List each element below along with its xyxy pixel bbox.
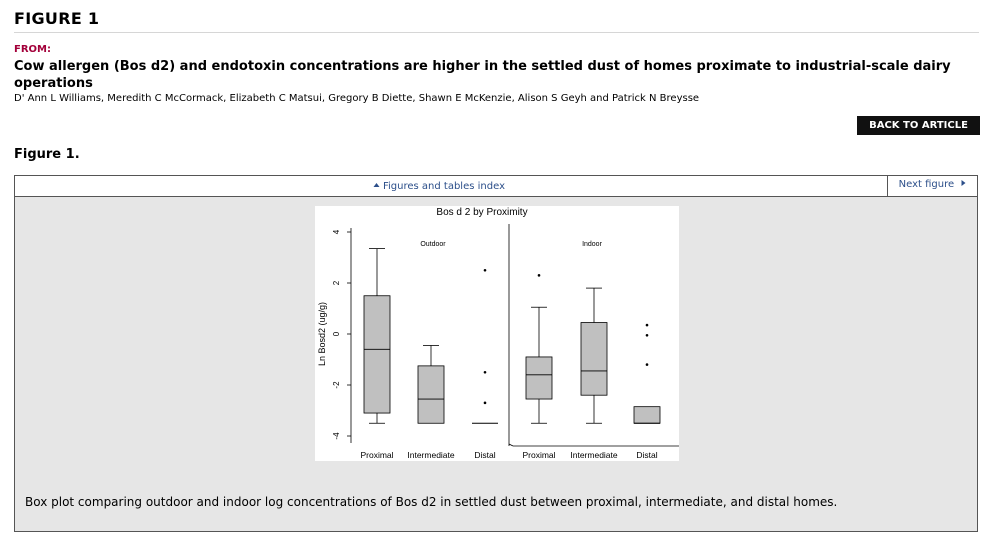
x-category-label: Distal [636,450,658,460]
chart-marks [332,229,660,460]
box [418,366,444,423]
outlier-point [484,371,487,374]
article-title-link[interactable]: Cow allergen (Bos d2) and endotoxin concentrations are higher in the settled dust of homes proximate to industrial-scale dairy operations [14,59,951,91]
x-category-label: Proximal [522,450,556,460]
figure-nav-bar [15,176,977,197]
outlier-point [538,274,541,277]
x-category-label: Proximal [360,450,394,460]
panel-label: Outdoor [420,241,446,248]
figure-panel [14,175,978,532]
figures-index-link[interactable] [373,181,505,192]
next-figure-link[interactable] [887,176,978,196]
back-to-article-button[interactable]: BACK TO ARTICLE [857,116,980,135]
y-tick-label: 2 [332,280,342,286]
box [581,323,607,396]
box [634,407,660,424]
outlier-point [646,363,649,366]
outlier-point [484,402,487,405]
y-tick-label: 0 [332,331,342,337]
figures-index-label: Figures and tables index [383,181,505,192]
chart-title: Bos d 2 by Proximity [436,207,528,218]
box [364,296,390,413]
figure-subheading: Figure 1. [14,147,80,162]
from-label: FROM: [14,44,51,55]
figure-title: FIGURE 1 [14,9,100,28]
x-category-label: Intermediate [570,450,618,460]
outlier-point [646,334,649,337]
y-tick-label: -2 [332,381,342,389]
box [526,357,552,399]
divider [14,32,979,33]
panel-divider-tail [509,444,513,446]
y-tick-label: 4 [332,229,342,235]
x-category-label: Distal [474,450,496,460]
authors: D' Ann L Williams, Meredith C McCormack, Elizabeth C Matsui, Gregory B Diette, Shawn E McKenzie, Alison S Geyh and Patrick N Breysse [14,93,700,104]
figure-caption: Box plot comparing outdoor and indoor log concentrations of Bos d2 in settled dust between proximal, intermediate, and distal homes. [25,495,838,509]
next-figure-label: Next figure [898,179,955,190]
y-axis-label: Ln Bosd2 (ug/g) [317,301,327,367]
chart-svg [315,206,679,461]
x-category-label: Intermediate [407,450,455,460]
box-plot-chart [315,206,679,461]
panel-label: Indoor [582,241,602,248]
caret-right-icon [960,179,967,187]
y-tick-label: -4 [332,432,342,440]
caret-up-icon [373,182,380,188]
outlier-point [646,324,649,327]
outlier-point [484,269,487,272]
